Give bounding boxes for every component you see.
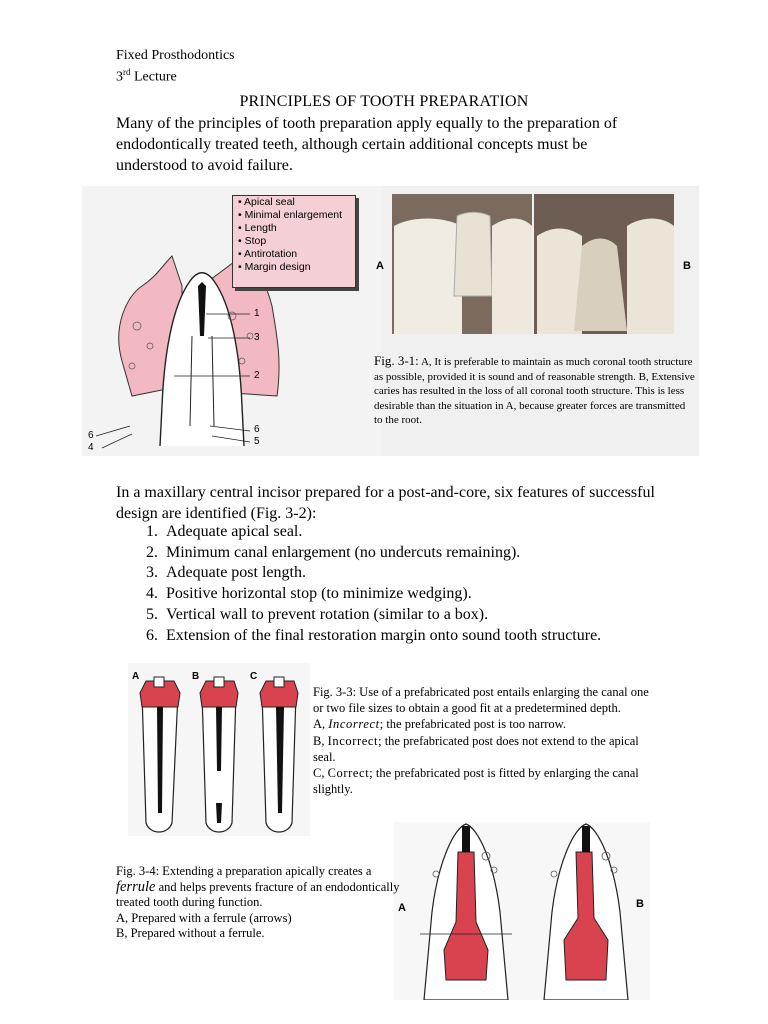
list-item: 3. Adequate post length. xyxy=(162,563,722,584)
figure-3-1-caption: Fig. 3-1: A, It is preferable to maintain as much coronal tooth structure as possible, provided it is sound and of reasonable strength. B, Extensive caries has resulted in the loss of all coronal tooth structure. This is less desirable than the situation in A, because greater forces are transmitted to the root. xyxy=(374,353,695,426)
prefabricated-post-diagram xyxy=(128,663,310,836)
diagram-number: 6 xyxy=(254,424,260,435)
diagram-number: 1 xyxy=(254,308,260,319)
box-item: • Stop xyxy=(238,235,267,247)
features-intro: In a maxillary central incisor prepared for a post-and-core, six features of successful design are identified (Fig. 3-2): xyxy=(116,484,655,522)
list-item: 4. Positive horizontal stop (to minimize wedging). xyxy=(162,584,722,605)
box-item: • Margin design xyxy=(238,261,311,273)
caption-line-b: B, Prepared without a ferrule. xyxy=(116,926,265,940)
photo-label-a: A xyxy=(376,260,384,272)
diagram-number: 4 xyxy=(88,442,94,453)
caption-c: C, Correct; the prefabricated post is fitted by enlarging the canal slightly. xyxy=(313,766,639,797)
caption-a: A, Incorrect; the prefabricated post is too narrow. xyxy=(313,717,567,732)
features-list xyxy=(116,522,722,646)
ferrule-diagram xyxy=(394,822,650,1000)
list-item: 2. Minimum canal enlargement (no undercuts remaining). xyxy=(162,543,722,564)
box-item: • Apical seal xyxy=(238,196,295,208)
fig3-label-a: A xyxy=(132,671,140,682)
list-item: 5. Vertical wall to prevent rotation (similar to a box). xyxy=(162,605,722,626)
fig3-label-c: C xyxy=(250,671,258,682)
box-item: • Minimal enlargement xyxy=(238,209,343,221)
fig3-label-b: B xyxy=(192,671,200,682)
diagram-number: 6 xyxy=(88,430,94,441)
intro-paragraph: Many of the principles of tooth preparation apply equally to the preparation of endodontically treated teeth, although certain additional concepts must be understood to avoid failure. xyxy=(116,115,618,174)
fig4-label-a: A xyxy=(398,902,406,914)
caption-intro: Fig. 3-3: Use of a prefabricated post entails enlarging the canal one or two file sizes to obtain a good fit at a predetermined depth. xyxy=(313,685,649,716)
design-features-box xyxy=(232,195,356,288)
figure-3-4-caption: Fig. 3-4: Extending a preparation apically creates a ferrule and helps prevents fracture of an endodontically treated tooth during function. A, Prepared with a ferrule (arrows) B, Prepared without a ferrule. xyxy=(116,864,412,942)
fig4-label-b: B xyxy=(636,898,644,910)
caption-b: B, Incorrect; the prefabricated post does not extend to the apical seal. xyxy=(313,733,639,764)
diagram-number: 3 xyxy=(254,332,260,343)
list-item: 1. Adequate apical seal. xyxy=(162,522,722,543)
page-title: PRINCIPLES OF TOOTH PREPARATION xyxy=(239,93,529,110)
figure-3-4 xyxy=(394,822,650,1000)
list-item: 6. Extension of the final restoration margin onto sound tooth structure. xyxy=(162,626,722,647)
course-name: Fixed Prosthodontics xyxy=(116,48,235,63)
box-item: • Antirotation xyxy=(238,248,298,260)
figure-3-3 xyxy=(128,663,310,836)
box-item: • Length xyxy=(238,222,277,234)
diagram-number: 5 xyxy=(254,436,260,447)
figure-3-3-caption xyxy=(313,684,658,797)
diagram-number: 2 xyxy=(254,370,260,381)
photo-label-b: B xyxy=(683,260,691,272)
caption-line-a: A, Prepared with a ferrule (arrows) xyxy=(116,910,292,925)
lecture-number: 3rd Lecture xyxy=(116,67,177,85)
